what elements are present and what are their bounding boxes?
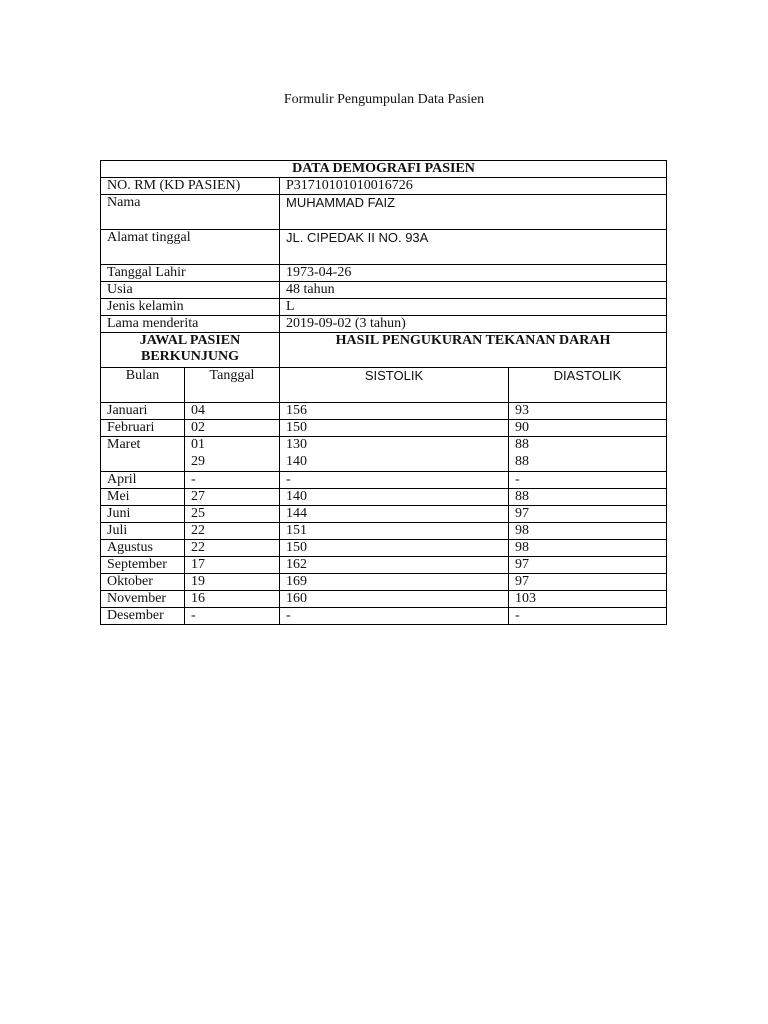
- visit-tanggal-value: -: [191, 472, 196, 487]
- visit-diastolik-value: 88: [515, 489, 529, 504]
- visit-cell-diastolik: [509, 506, 667, 523]
- visit-row: [101, 523, 667, 540]
- visit-cell-tanggal: [185, 608, 280, 625]
- demographic-row-name: [101, 195, 667, 230]
- visit-bulan-value: Januari: [107, 403, 148, 418]
- demographic-label: NO. RM (KD PASIEN): [101, 178, 280, 195]
- demographic-value: 1973-04-26: [280, 265, 667, 282]
- visit-cell-sistolik: [280, 506, 509, 523]
- patient-data-table: [100, 160, 667, 625]
- visit-cell-sistolik: [280, 523, 509, 540]
- section-header-row: [101, 333, 667, 368]
- visit-cell-diastolik: [509, 489, 667, 506]
- visit-bulan-value: Februari: [107, 420, 155, 435]
- visit-cell-bulan: [101, 591, 185, 608]
- demographic-row-duration: [101, 316, 667, 333]
- visit-tanggal-value: 17: [191, 557, 205, 572]
- demographic-row-address: [101, 230, 667, 265]
- demographic-label: Lama menderita: [101, 316, 280, 333]
- visit-cell-sistolik: [280, 489, 509, 506]
- visit-sistolik-value: 144: [286, 506, 307, 521]
- visit-tanggal-value: 29: [191, 454, 205, 469]
- visit-sistolik-value: 169: [286, 574, 307, 589]
- column-header-tanggal: Tanggal: [185, 368, 280, 403]
- visit-tanggal-value: 22: [191, 523, 205, 538]
- visit-cell-diastolik: [509, 420, 667, 437]
- visit-cell-tanggal: [185, 574, 280, 591]
- visit-cell-tanggal: [185, 591, 280, 608]
- visit-tanggal-value: 16: [191, 591, 205, 606]
- visit-tanggal-value: 01: [191, 437, 205, 452]
- visit-cell-tanggal: [185, 506, 280, 523]
- column-header-row: [101, 368, 667, 403]
- visit-cell-bulan: [101, 523, 185, 540]
- visit-cell-diastolik: [509, 540, 667, 557]
- page-title: Formulir Pengumpulan Data Pasien: [283, 92, 485, 107]
- visit-cell-diastolik: [509, 608, 667, 625]
- visit-tanggal-value: 22: [191, 540, 205, 555]
- visit-tanggal-value: 27: [191, 489, 205, 504]
- column-header-bulan: Bulan: [101, 368, 185, 403]
- visit-row: [101, 540, 667, 557]
- visit-rows: [101, 403, 667, 625]
- visit-cell-diastolik: [509, 574, 667, 591]
- visit-tanggal-value: 04: [191, 403, 205, 418]
- visit-sistolik-value: -: [286, 608, 291, 623]
- visit-cell-sistolik: [280, 557, 509, 574]
- visit-row: [101, 489, 667, 506]
- visit-cell-diastolik: [509, 557, 667, 574]
- visit-cell-bulan: [101, 420, 185, 437]
- column-header-diastolik: DIASTOLIK: [509, 368, 667, 403]
- demographic-row-age: [101, 282, 667, 299]
- visit-cell-sistolik: [280, 437, 509, 472]
- visit-bulan-value: November: [107, 591, 167, 606]
- visit-sistolik-value: 160: [286, 591, 307, 606]
- visit-row: [101, 574, 667, 591]
- visit-sistolik-value: 162: [286, 557, 307, 572]
- demographic-label: Tanggal Lahir: [101, 265, 280, 282]
- demographic-value: JL. CIPEDAK II NO. 93A: [280, 230, 667, 265]
- visit-cell-diastolik: [509, 437, 667, 472]
- visit-diastolik-value: 98: [515, 523, 529, 538]
- visit-cell-bulan: [101, 540, 185, 557]
- demographic-label: Jenis kelamin: [101, 299, 280, 316]
- demographic-label: Usia: [101, 282, 280, 299]
- visit-diastolik-value: -: [515, 472, 520, 487]
- visit-tanggal-value: 19: [191, 574, 205, 589]
- visit-diastolik-value: 97: [515, 557, 529, 572]
- visit-bulan-value: Juni: [107, 506, 131, 521]
- visit-bulan-value: Juli: [107, 523, 128, 538]
- visit-cell-bulan: [101, 489, 185, 506]
- visit-cell-bulan: [101, 437, 185, 472]
- visit-diastolik-value: 93: [515, 403, 529, 418]
- column-header-sistolik: SISTOLIK: [280, 368, 509, 403]
- visit-cell-sistolik: [280, 420, 509, 437]
- demographic-row-rm: [101, 178, 667, 195]
- visit-sistolik-value: 151: [286, 523, 307, 538]
- visit-tanggal-value: 25: [191, 506, 205, 521]
- visit-cell-sistolik: [280, 540, 509, 557]
- visit-cell-sistolik: [280, 403, 509, 420]
- demographic-label: Alamat tinggal: [101, 230, 280, 265]
- visit-sistolik-value: 156: [286, 403, 307, 418]
- visit-sistolik-value: 150: [286, 540, 307, 555]
- visit-cell-bulan: [101, 403, 185, 420]
- visit-cell-diastolik: [509, 591, 667, 608]
- demographics-header-row: [101, 161, 667, 178]
- visit-cell-diastolik: [509, 523, 667, 540]
- demographic-value: 48 tahun: [280, 282, 667, 299]
- visit-cell-diastolik: [509, 403, 667, 420]
- visit-diastolik-value: 97: [515, 506, 529, 521]
- demographics-header: DATA DEMOGRAFI PASIEN: [101, 161, 667, 178]
- visit-tanggal-value: 02: [191, 420, 205, 435]
- visit-cell-sistolik: [280, 591, 509, 608]
- visit-sistolik-value: 140: [286, 489, 307, 504]
- visit-cell-tanggal: [185, 557, 280, 574]
- visit-cell-sistolik: [280, 472, 509, 489]
- visit-cell-tanggal: [185, 403, 280, 420]
- visit-row: [101, 557, 667, 574]
- visit-row: [101, 506, 667, 523]
- visit-cell-bulan: [101, 608, 185, 625]
- visit-bulan-value: Desember: [107, 608, 164, 623]
- visit-bulan-value: Maret: [107, 437, 141, 452]
- visit-cell-bulan: [101, 506, 185, 523]
- demographic-value: 2019-09-02 (3 tahun): [280, 316, 667, 333]
- visit-diastolik-value: 90: [515, 420, 529, 435]
- visit-bulan-value: Oktober: [107, 574, 153, 589]
- visit-cell-bulan: [101, 557, 185, 574]
- visit-bulan-value: Mei: [107, 489, 130, 504]
- schedule-header: JAWAL PASIEN BERKUNJUNG: [101, 333, 280, 368]
- visit-cell-tanggal: [185, 489, 280, 506]
- visit-diastolik-value: 103: [515, 591, 536, 606]
- visit-cell-tanggal: [185, 472, 280, 489]
- demographic-label: Nama: [101, 195, 280, 230]
- demographic-value: P31710101010016726: [280, 178, 667, 195]
- visit-cell-bulan: [101, 472, 185, 489]
- visit-diastolik-value: 97: [515, 574, 529, 589]
- visit-cell-bulan: [101, 574, 185, 591]
- demographic-row-birthdate: [101, 265, 667, 282]
- visit-row: [101, 420, 667, 437]
- visit-cell-tanggal: [185, 523, 280, 540]
- visit-bulan-value: Agustus: [107, 540, 153, 555]
- visit-sistolik-value: 150: [286, 420, 307, 435]
- visit-cell-sistolik: [280, 574, 509, 591]
- visit-cell-sistolik: [280, 608, 509, 625]
- visit-row: [101, 403, 667, 420]
- blood-pressure-header: HASIL PENGUKURAN TEKANAN DARAH: [280, 333, 667, 368]
- visit-sistolik-value: 140: [286, 454, 307, 469]
- visit-tanggal-value: -: [191, 608, 196, 623]
- visit-row: [101, 472, 667, 489]
- visit-bulan-value: September: [107, 557, 167, 572]
- visit-diastolik-value: -: [515, 608, 520, 623]
- visit-diastolik-value: 88: [515, 454, 529, 469]
- demographic-row-gender: [101, 299, 667, 316]
- visit-cell-tanggal: [185, 420, 280, 437]
- visit-cell-tanggal: [185, 540, 280, 557]
- visit-cell-tanggal: [185, 437, 280, 472]
- visit-sistolik-value: -: [286, 472, 291, 487]
- demographic-value: L: [280, 299, 667, 316]
- visit-row: [101, 437, 667, 472]
- demographic-value: MUHAMMAD FAIZ: [280, 195, 667, 230]
- visit-diastolik-value: 88: [515, 437, 529, 452]
- visit-bulan-value: April: [107, 472, 137, 487]
- visit-row: [101, 591, 667, 608]
- visit-row: [101, 608, 667, 625]
- visit-sistolik-value: 130: [286, 437, 307, 452]
- visit-cell-diastolik: [509, 472, 667, 489]
- visit-diastolik-value: 98: [515, 540, 529, 555]
